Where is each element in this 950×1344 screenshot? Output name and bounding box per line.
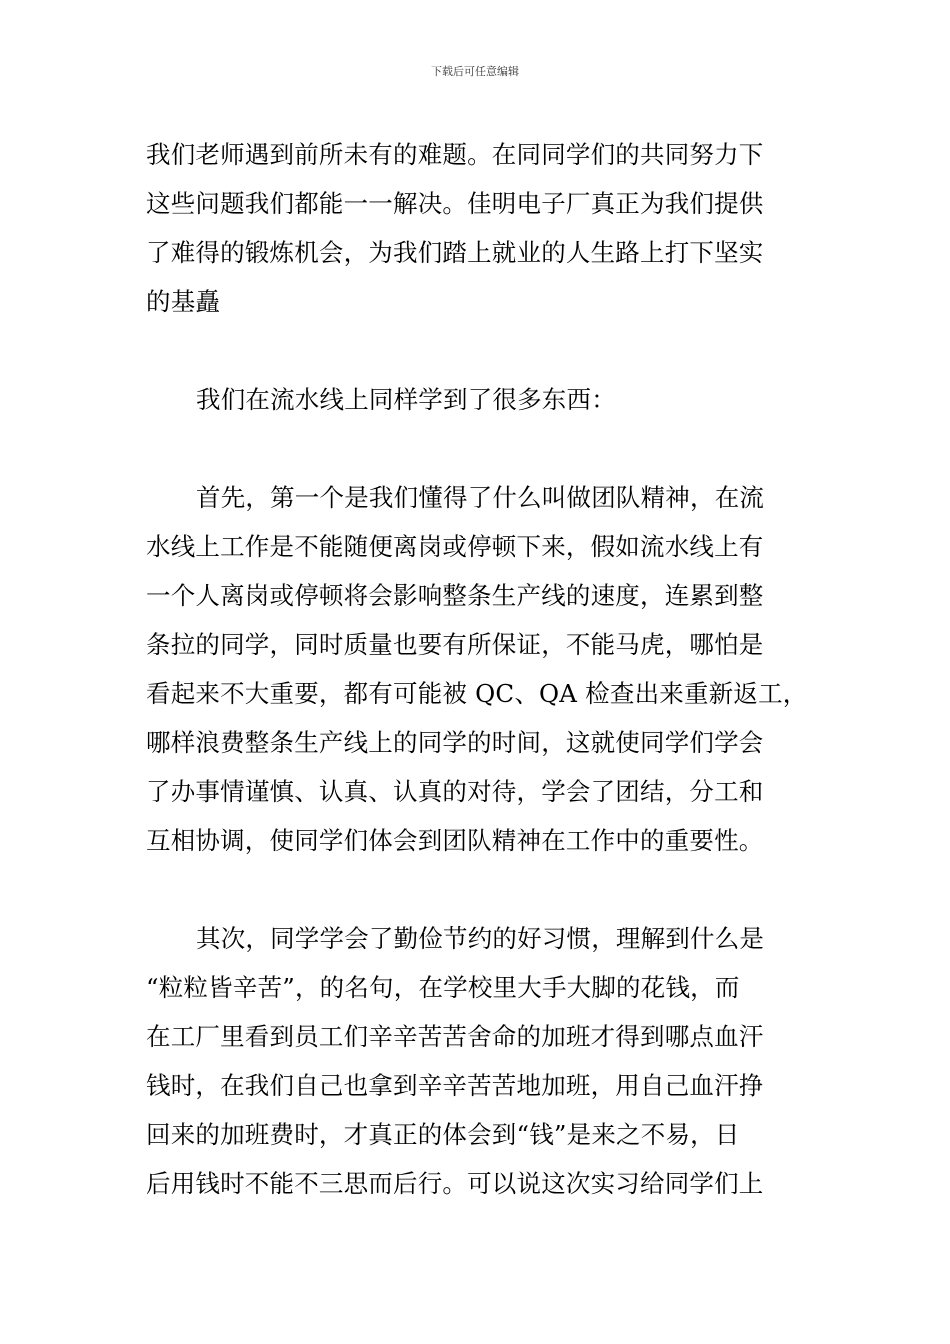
- document-body: [146, 130, 812, 1208]
- paragraph-line: 互相协调，使同学们体会到团队精神在工作中的重要性。: [146, 826, 764, 855]
- paragraph-4: [146, 914, 812, 1208]
- paragraph-line: 看起来不大重要，都有可能被 QC、QA 检查出来重新返工，: [146, 679, 808, 708]
- paragraph-line: 后用钱时不能不三思而后行。可以说这次实习给同学们上: [146, 1169, 764, 1198]
- paragraph-line: 我们在流水线上同样学到了很多东西：: [196, 385, 616, 414]
- paragraph-line: 一个人离岗或停顿将会影响整条生产线的速度，连累到整: [146, 581, 764, 610]
- paragraph-line: 其次，同学学会了勤俭节约的好习惯，理解到什么是: [196, 924, 765, 953]
- paragraph-line: 水线上工作是不能随便离岗或停顿下来，假如流水线上有: [146, 532, 764, 561]
- paragraph-line: 钱时，在我们自己也拿到辛辛苦苦地加班，用自己血汗挣: [146, 1071, 764, 1100]
- paragraph-line: 首先，第一个是我们懂得了什么叫做团队精神，在流: [196, 483, 765, 512]
- paragraph-line: 这些问题我们都能一一解决。佳明电子厂真正为我们提供: [146, 189, 764, 218]
- paragraph-line: 哪样浪费整条生产线上的同学的时间，这就使同学们学会: [146, 728, 764, 757]
- paragraph-spacer: [146, 326, 812, 375]
- paragraph-spacer: [146, 865, 812, 914]
- paragraph-3: [146, 473, 812, 865]
- paragraph-1: [146, 130, 812, 326]
- page-header: 下载后可任意编辑: [431, 65, 519, 78]
- paragraph-line: 我们老师遇到前所未有的难题。在同同学们的共同努力下: [146, 140, 764, 169]
- paragraph-line: 的基矗: [146, 287, 221, 316]
- paragraph-line: 了办事情谨慎、认真、认真的对待，学会了团结，分工和: [146, 777, 764, 806]
- paragraph-2: [146, 375, 812, 424]
- paragraph-line: 在工厂里看到员工们辛辛苦苦舍命的加班才得到哪点血汗: [146, 1022, 764, 1051]
- paragraph-line: 了难得的锻炼机会，为我们踏上就业的人生路上打下坚实: [146, 238, 764, 267]
- paragraph-line: 条拉的同学，同时质量也要有所保证，不能马虎，哪怕是: [146, 630, 764, 659]
- paragraph-line: 回来的加班费时，才真正的体会到“钱”是来之不易，日: [146, 1120, 740, 1149]
- paragraph-line: “粒粒皆辛苦”，的名句，在学校里大手大脚的花钱，而: [146, 973, 740, 1002]
- paragraph-spacer: [146, 424, 812, 473]
